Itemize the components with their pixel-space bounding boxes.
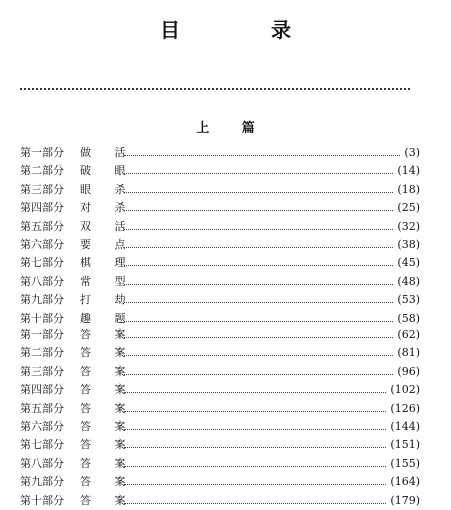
toc-page-number: (14)	[397, 164, 420, 178]
toc-part-label: 第五部分	[20, 401, 64, 415]
toc-page-number: (38)	[397, 237, 420, 251]
toc-entry	[20, 363, 420, 381]
toc-topic: 答 案	[80, 456, 136, 470]
dot-leader	[124, 484, 386, 485]
toc-part-label: 第六部分	[20, 419, 64, 433]
toc-topic: 答 案	[80, 364, 136, 378]
toc-part-label: 第九部分	[20, 293, 64, 307]
toc-topic: 趣 题	[80, 311, 136, 325]
dot-leader	[124, 355, 393, 356]
toc-topic: 破 眼	[80, 164, 136, 178]
toc-page-number: (126)	[390, 401, 420, 415]
toc-topic: 答 案	[80, 475, 136, 489]
toc-part-label: 第五部分	[20, 219, 64, 233]
toc-topic: 对 杀	[80, 201, 136, 215]
toc-page-number: (48)	[397, 274, 420, 288]
toc-part-label: 第十部分	[20, 493, 64, 507]
toc-page-number: (102)	[390, 383, 420, 397]
toc-part-label: 第七部分	[20, 256, 64, 270]
toc-part-label: 第九部分	[20, 475, 64, 489]
toc-part-label: 第二部分	[20, 164, 64, 178]
dot-leader	[124, 302, 393, 303]
toc-topic: 答 案	[80, 419, 136, 433]
toc-page-number: (62)	[397, 328, 420, 341]
toc-part-label: 第十部分	[20, 311, 64, 325]
dot-leader	[124, 466, 386, 467]
toc-entry	[20, 418, 420, 436]
toc-topic: 双 活	[80, 219, 136, 233]
toc-entry	[20, 344, 420, 362]
toc-topic: 要 点	[80, 237, 136, 251]
toc-part-label: 第二部分	[20, 346, 64, 360]
toc-page-number: (155)	[390, 456, 420, 470]
toc-part-label: 第一部分	[20, 146, 64, 159]
toc-page-number: (45)	[397, 256, 420, 270]
toc-entry	[20, 400, 420, 418]
toc-page-number: (96)	[397, 364, 420, 378]
toc-page-number: (25)	[397, 201, 420, 215]
dot-leader	[124, 429, 386, 430]
toc-entry	[20, 436, 420, 454]
toc-page-number: (81)	[397, 346, 420, 360]
toc-part-label: 第八部分	[20, 456, 64, 470]
dot-leader	[124, 447, 386, 448]
toc-topic: 答 案	[80, 401, 136, 415]
toc-part-label: 第四部分	[20, 201, 64, 215]
toc-topic: 答 案	[80, 328, 136, 341]
toc-topic: 答 案	[80, 493, 136, 507]
toc-entry	[20, 326, 420, 344]
toc-topic: 答 案	[80, 438, 136, 452]
toc-topic: 打 劫	[80, 293, 136, 307]
toc-topic: 眼 杀	[80, 182, 136, 196]
toc-part-label: 第三部分	[20, 364, 64, 378]
dot-leader	[124, 337, 393, 338]
toc-entry	[20, 199, 420, 217]
section-heading: 上 篇	[196, 121, 269, 136]
toc-entry	[20, 492, 420, 510]
toc-topic: 答 案	[80, 383, 136, 397]
toc-page-number: (18)	[397, 182, 420, 196]
dot-leader	[124, 503, 386, 504]
toc-part-label: 第一部分	[20, 328, 64, 341]
toc-list-answers	[20, 326, 420, 510]
page-title: 目 录	[160, 18, 333, 42]
toc-topic: 做 活	[80, 146, 136, 159]
toc-page-number: (151)	[390, 438, 420, 452]
toc-part-label: 第八部分	[20, 274, 64, 288]
toc-entry	[20, 273, 420, 291]
toc-topic: 棋 理	[80, 256, 136, 270]
dot-leader	[124, 284, 393, 285]
dot-leader	[124, 321, 393, 322]
toc-entry	[20, 455, 420, 473]
dot-leader	[124, 173, 393, 174]
toc-entry	[20, 236, 420, 254]
toc-part-label: 第七部分	[20, 438, 64, 452]
dotted-divider	[20, 88, 410, 90]
toc-part-label: 第六部分	[20, 237, 64, 251]
toc-entry	[20, 218, 420, 236]
dot-leader	[124, 392, 386, 393]
toc-entry	[20, 291, 420, 309]
dot-leader	[124, 265, 393, 266]
toc-entry	[20, 381, 420, 399]
toc-entry	[20, 144, 420, 162]
toc-page-number: (144)	[390, 419, 420, 433]
toc-topic: 答 案	[80, 346, 136, 360]
toc-page-number: (179)	[390, 493, 420, 507]
toc-page-number: (53)	[397, 293, 420, 307]
toc-part-label: 第四部分	[20, 383, 64, 397]
toc-entry	[20, 254, 420, 272]
dot-leader	[124, 210, 393, 211]
dot-leader	[124, 192, 393, 193]
toc-list-problems	[20, 144, 420, 328]
toc-entry	[20, 473, 420, 491]
toc-part-label: 第三部分	[20, 182, 64, 196]
toc-entry	[20, 162, 420, 180]
toc-page-number: (3)	[404, 146, 420, 159]
dot-leader	[124, 247, 393, 248]
toc-topic: 常 型	[80, 274, 136, 288]
toc-page-number: (164)	[390, 475, 420, 489]
toc-page-number: (58)	[397, 311, 420, 325]
dot-leader	[124, 155, 400, 156]
dot-leader	[124, 411, 386, 412]
toc-page-number: (32)	[397, 219, 420, 233]
dot-leader	[124, 374, 393, 375]
dot-leader	[124, 229, 393, 230]
toc-entry	[20, 181, 420, 199]
